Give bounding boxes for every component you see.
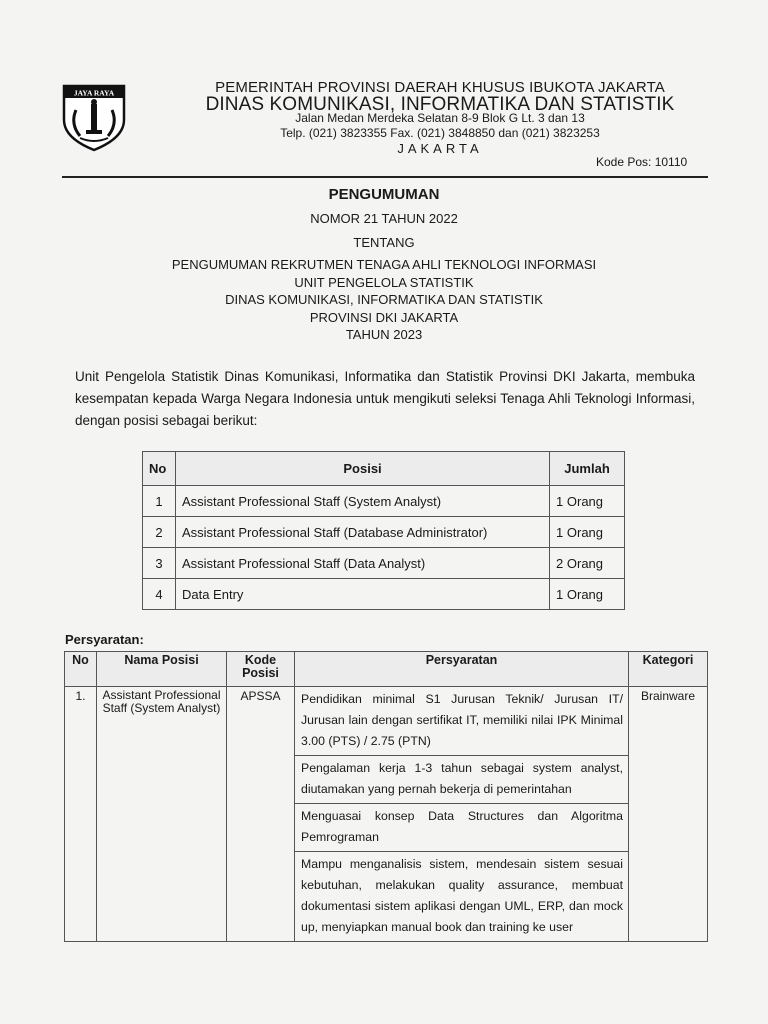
cell-no: 2 — [143, 517, 176, 548]
header-kategori: Kategori — [629, 652, 708, 687]
table-row — [143, 517, 625, 548]
letterhead-city: JAKARTA — [397, 141, 483, 156]
table-row — [143, 486, 625, 517]
header-no: No — [143, 452, 176, 486]
cell-no: 1 — [143, 486, 176, 517]
header-no: No — [65, 652, 97, 687]
table-row — [143, 548, 625, 579]
cell-posisi: Assistant Professional Staff (Data Analyst) — [175, 548, 549, 579]
positions-table — [142, 451, 625, 610]
letterhead-agency: DINAS KOMUNIKASI, INFORMATIKA DAN STATISTIK — [205, 94, 675, 115]
cell-posisi: Assistant Professional Staff (Database Administrator) — [175, 517, 549, 548]
table-row — [143, 579, 625, 610]
cell-posisi: Data Entry — [175, 579, 549, 610]
table-header-row — [65, 652, 708, 687]
announcement-about: TENTANG — [353, 235, 415, 250]
announcement-subject-line: UNIT PENGELOLA STATISTIK — [294, 275, 474, 290]
cell-nama-posisi: Assistant Professional Staff (System Analyst) — [97, 687, 227, 942]
cell-persyaratan — [295, 687, 629, 942]
requirement-item: Menguasai konsep Data Structures dan Algoritma Pemrograman — [295, 804, 628, 852]
announcement-subject-line: TAHUN 2023 — [345, 327, 423, 342]
intro-paragraph: Unit Pengelola Statistik Dinas Komunikasi, Informatika dan Statistik Provinsi DKI Jakarta, membuka kesempatan kepada Warga Negara Indonesia untuk mengikuti seleksi Tenaga Ahli Teknologi Informasi, dengan posisi sebagai berikut: — [75, 369, 695, 428]
announcement-number: NOMOR 21 TAHUN 2022 — [310, 211, 458, 226]
letterhead-phone: Telp. (021) 3823355 Fax. (021) 3848850 dan (021) 3823253 — [280, 126, 600, 140]
jaya-raya-logo — [58, 80, 130, 152]
cell-no: 4 — [143, 579, 176, 610]
letterhead-government: PEMERINTAH PROVINSI DAERAH KHUSUS IBUKOTA JAKARTA — [215, 79, 665, 96]
requirements-table — [64, 651, 708, 942]
cell-no: 3 — [143, 548, 176, 579]
letterhead-address: Jalan Medan Merdeka Selatan 8-9 Blok G Lt. 3 dan 13 — [295, 111, 585, 125]
cell-kode-posisi: APSSA — [227, 687, 295, 942]
requirement-item: Pendidikan minimal S1 Jurusan Teknik/ Jurusan IT/ Jurusan lain dengan sertifikat IT, memiliki nilai IPK Minimal 3.00 (PTS) / 2.75 (PTN) — [295, 687, 628, 756]
table-row — [65, 687, 708, 942]
letterhead-divider — [62, 176, 708, 178]
svg-text:JAYA RAYA: JAYA RAYA — [73, 88, 115, 98]
announcement-subject-line: PROVINSI DKI JAKARTA — [309, 310, 459, 325]
announcement-title: PENGUMUMAN — [328, 186, 440, 203]
cell-no: 1. — [65, 687, 97, 942]
letterhead-postal-code: Kode Pos: 10110 — [596, 155, 688, 169]
cell-jumlah: 1 Orang — [550, 579, 625, 610]
announcement-subject-line: DINAS KOMUNIKASI, INFORMATIKA DAN STATISTIK — [225, 292, 543, 307]
header-nama-posisi: Nama Posisi — [97, 652, 227, 687]
header-jumlah: Jumlah — [550, 452, 625, 486]
header-persyaratan: Persyaratan — [295, 652, 629, 687]
cell-jumlah: 1 Orang — [550, 486, 625, 517]
requirement-item: Mampu menganalisis sistem, mendesain sistem sesuai kebutuhan, melakukan quality assurance, membuat dokumentasi sistem aplikasi dengan UML, ERP, dan mock up, menyiapkan manual book dan training ke user — [301, 857, 623, 934]
announcement-subject-line: PENGUMUMAN REKRUTMEN TENAGA AHLI TEKNOLOGI INFORMASI — [171, 257, 597, 272]
requirements-label: Persyaratan: — [65, 632, 144, 647]
header-posisi: Posisi — [175, 452, 549, 486]
cell-jumlah: 2 Orang — [550, 548, 625, 579]
header-kode-posisi: Kode Posisi — [227, 652, 295, 687]
cell-jumlah: 1 Orang — [550, 517, 625, 548]
cell-posisi: Assistant Professional Staff (System Analyst) — [175, 486, 549, 517]
cell-kategori: Brainware — [629, 687, 708, 942]
table-header-row — [143, 452, 625, 486]
requirement-item: Pengalaman kerja 1-3 tahun sebagai system analyst, diutamakan yang pernah bekerja di pemerintahan — [295, 756, 628, 804]
